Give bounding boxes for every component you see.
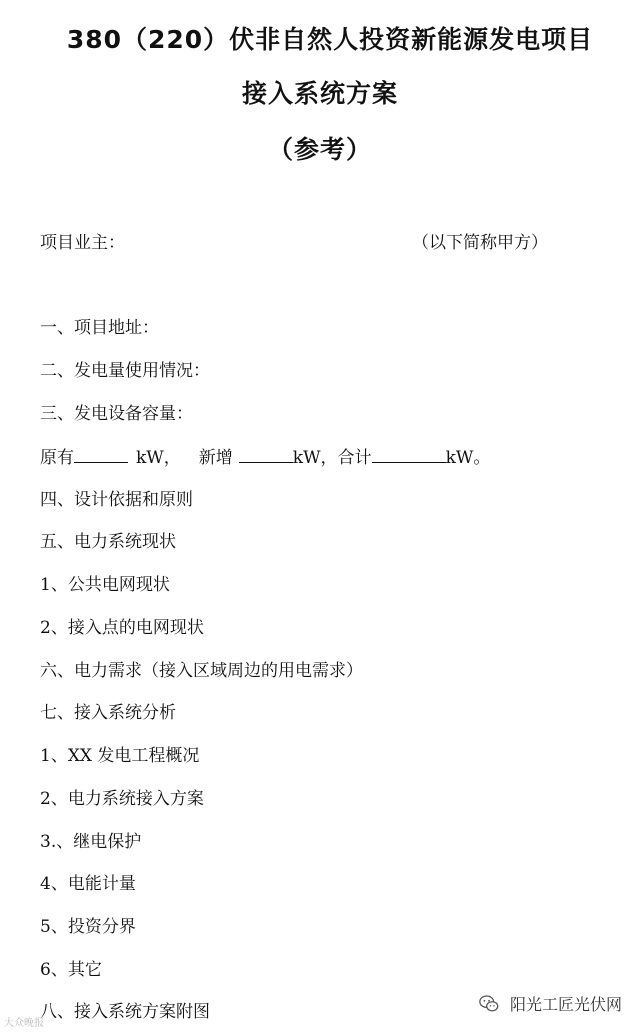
- watermark: [478, 992, 622, 1015]
- item-design: 四、设计依据和原则: [40, 490, 193, 510]
- capacity-line: [40, 446, 490, 469]
- item-analysis: 七、接入系统分析: [40, 703, 176, 723]
- item-scheme: 2、电力系统接入方案: [40, 789, 204, 809]
- item-address: 一、项目地址：: [40, 318, 159, 338]
- item-grid-public: 1、公共电网现状: [40, 575, 170, 595]
- capacity-added-label: 新增: [198, 448, 233, 468]
- added-capacity-blank: [239, 446, 293, 463]
- item-status: 五、电力系统现状: [40, 532, 176, 552]
- watermark-text: 阳光工匠光伏网: [509, 995, 622, 1014]
- item-attach: 八、接入系统方案附图: [40, 1002, 210, 1022]
- owner-note: （以下简称甲方）: [412, 233, 548, 253]
- item-relay: 3.、继电保护: [40, 832, 142, 852]
- document-title-line3: （参考）: [267, 135, 372, 164]
- item-overview: 1、XX 发电工程概况: [40, 746, 200, 766]
- capacity-unit-2: kW，合计: [292, 448, 372, 468]
- total-capacity-blank: [372, 446, 446, 463]
- item-invest: 5、投资分界: [40, 917, 136, 937]
- item-grid-point: 2、接入点的电网现状: [40, 618, 204, 638]
- owner-label: 项目业主：: [40, 233, 125, 253]
- original-capacity-blank: [74, 446, 128, 463]
- document-title-line2: 接入系统方案: [241, 79, 398, 108]
- wechat-icon: [478, 993, 500, 1015]
- capacity-unit-1: kW，: [136, 448, 181, 468]
- item-usage: 二、发电量使用情况：: [40, 361, 210, 381]
- document-title-line1: 380（220）伏非自然人投资新能源发电项目: [66, 25, 594, 54]
- item-metering: 4、电能计量: [40, 874, 136, 894]
- item-demand: 六、电力需求（接入区域周边的用电需求）: [40, 661, 363, 681]
- corner-watermark: 大众晚报: [4, 1018, 44, 1029]
- item-capacity: 三、发电设备容量：: [40, 404, 193, 424]
- capacity-original-label: 原有: [40, 448, 74, 468]
- item-other: 6、其它: [40, 960, 102, 980]
- capacity-unit-3: kW。: [445, 448, 491, 468]
